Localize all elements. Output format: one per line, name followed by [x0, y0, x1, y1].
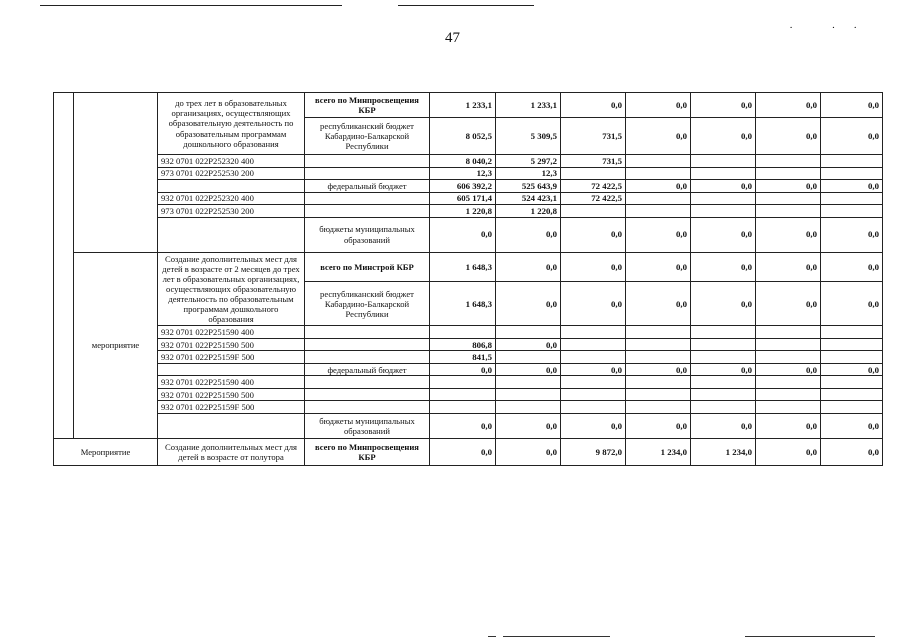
empty-source-cell: [305, 401, 430, 414]
value-cell: [561, 401, 626, 414]
value-cell: 0,0: [496, 252, 561, 282]
top-rule-right: [398, 5, 534, 6]
value-cell: [496, 401, 561, 414]
value-cell: [691, 376, 756, 389]
table-row: [54, 438, 883, 465]
federal-row: [54, 180, 883, 193]
value-cell: 0,0: [626, 413, 691, 438]
kbk-row: [54, 155, 883, 168]
funding-source: всего по Минпросвещения КБР: [305, 438, 430, 465]
value-cell: [496, 351, 561, 364]
value-cell: 0,0: [756, 252, 821, 282]
value-cell: [821, 155, 883, 168]
kbk-code: 932 0701 022P25159F 500: [158, 351, 305, 364]
kbk-row: [54, 401, 883, 414]
value-cell: 0,0: [691, 180, 756, 193]
kbk-row: [54, 376, 883, 389]
value-cell: 72 422,5: [561, 192, 626, 205]
value-cell: [561, 338, 626, 351]
value-cell: 0,0: [821, 282, 883, 326]
value-cell: [756, 192, 821, 205]
value-cell: [430, 401, 496, 414]
municipal-row: [54, 217, 883, 252]
value-cell: 0,0: [756, 118, 821, 155]
value-cell: 0,0: [561, 252, 626, 282]
value-cell: 5 297,2: [496, 155, 561, 168]
measure-kind: [74, 93, 158, 253]
funding-source: всего по Минпросвещения КБР: [305, 93, 430, 118]
value-cell: [430, 388, 496, 401]
value-cell: [821, 338, 883, 351]
value-cell: 8 040,2: [430, 155, 496, 168]
kbk-row: [54, 351, 883, 364]
measure-description: Создание дополнительных мест для детей в возрасте от полутора: [158, 438, 305, 465]
value-cell: 806,8: [430, 338, 496, 351]
value-cell: [691, 388, 756, 401]
value-cell: 0,0: [561, 363, 626, 376]
budget-table: [53, 92, 883, 466]
table-row: [54, 252, 883, 282]
value-cell: 0,0: [561, 217, 626, 252]
value-cell: 1 234,0: [691, 438, 756, 465]
value-cell: 0,0: [756, 363, 821, 376]
value-cell: 8 052,5: [430, 118, 496, 155]
funding-source: республиканский бюджет Кабардино-Балкарской Республики: [305, 118, 430, 155]
value-cell: 0,0: [430, 413, 496, 438]
kbk-row: [54, 338, 883, 351]
value-cell: [691, 326, 756, 339]
empty-source-cell: [305, 192, 430, 205]
value-cell: [756, 401, 821, 414]
value-cell: 0,0: [626, 252, 691, 282]
value-cell: [626, 167, 691, 180]
kbk-code: 932 0701 022P252320 400: [158, 155, 305, 168]
value-cell: 1 233,1: [430, 93, 496, 118]
value-cell: 0,0: [821, 252, 883, 282]
value-cell: 0,0: [626, 180, 691, 193]
value-cell: 0,0: [496, 338, 561, 351]
value-cell: 0,0: [496, 438, 561, 465]
value-cell: [756, 388, 821, 401]
value-cell: 524 423,1: [496, 192, 561, 205]
funding-source: бюджеты муниципальных образований: [305, 413, 430, 438]
value-cell: 0,0: [626, 93, 691, 118]
value-cell: [756, 205, 821, 218]
value-cell: 0,0: [756, 217, 821, 252]
measure-description: Создание дополнительных мест для детей в возрасте от 2 месяцев до трех лет в образовательных организациях, осуществляющих образовательную деятельность по образовательным программам дошкольного образования: [158, 252, 305, 326]
value-cell: 731,5: [561, 155, 626, 168]
value-cell: 0,0: [821, 413, 883, 438]
empty-source-cell: [305, 388, 430, 401]
value-cell: [821, 205, 883, 218]
kbk-code: 932 0701 022P251590 500: [158, 388, 305, 401]
value-cell: 0,0: [561, 413, 626, 438]
value-cell: [756, 167, 821, 180]
funding-source: всего по Минстрой КБР: [305, 252, 430, 282]
value-cell: 0,0: [430, 217, 496, 252]
value-cell: [626, 155, 691, 168]
value-cell: [626, 401, 691, 414]
value-cell: 0,0: [691, 93, 756, 118]
value-cell: [821, 376, 883, 389]
empty-code-cell: [158, 180, 305, 193]
kbk-code: 932 0701 022P25159F 500: [158, 401, 305, 414]
value-cell: 0,0: [756, 282, 821, 326]
value-cell: [626, 192, 691, 205]
value-cell: [756, 326, 821, 339]
empty-code-cell: [158, 363, 305, 376]
kbk-row: [54, 326, 883, 339]
value-cell: [821, 351, 883, 364]
value-cell: [691, 167, 756, 180]
value-cell: [821, 167, 883, 180]
measure-description: до трех лет в образовательных организациях, осуществляющих образовательную деятельность по образовательным программам дошкольного образования: [158, 93, 305, 155]
empty-source-cell: [305, 167, 430, 180]
kbk-row: [54, 205, 883, 218]
value-cell: 0,0: [821, 217, 883, 252]
value-cell: [691, 338, 756, 351]
value-cell: 606 392,2: [430, 180, 496, 193]
value-cell: [691, 155, 756, 168]
value-cell: [626, 388, 691, 401]
corner-marks: · ··: [789, 22, 875, 34]
value-cell: 0,0: [756, 438, 821, 465]
value-cell: 0,0: [821, 118, 883, 155]
kbk-row: [54, 167, 883, 180]
value-cell: 1 648,3: [430, 252, 496, 282]
value-cell: 525 643,9: [496, 180, 561, 193]
value-cell: 72 422,5: [561, 180, 626, 193]
value-cell: [626, 376, 691, 389]
kbk-code: 932 0701 022P251590 400: [158, 326, 305, 339]
measure-kind: мероприятие: [74, 252, 158, 438]
value-cell: [496, 376, 561, 389]
value-cell: 0,0: [821, 93, 883, 118]
value-cell: 0,0: [626, 282, 691, 326]
value-cell: 1 648,3: [430, 282, 496, 326]
value-cell: 0,0: [691, 252, 756, 282]
kbk-row: [54, 388, 883, 401]
bottom-rule-3: [745, 636, 875, 637]
value-cell: 0,0: [756, 180, 821, 193]
value-cell: 12,3: [496, 167, 561, 180]
value-cell: [561, 167, 626, 180]
value-cell: [561, 205, 626, 218]
value-cell: [756, 338, 821, 351]
empty-source-cell: [305, 326, 430, 339]
value-cell: 0,0: [496, 413, 561, 438]
empty-source-cell: [305, 376, 430, 389]
value-cell: 0,0: [821, 180, 883, 193]
value-cell: [821, 192, 883, 205]
value-cell: [626, 205, 691, 218]
value-cell: 0,0: [691, 217, 756, 252]
value-cell: 1 234,0: [626, 438, 691, 465]
kbk-code: 973 0701 022P252530 200: [158, 205, 305, 218]
kbk-code: 932 0701 022P251590 400: [158, 376, 305, 389]
value-cell: [626, 326, 691, 339]
table-row: [54, 93, 883, 118]
value-cell: [756, 351, 821, 364]
value-cell: [756, 376, 821, 389]
value-cell: 841,5: [430, 351, 496, 364]
value-cell: 12,3: [430, 167, 496, 180]
value-cell: 0,0: [756, 413, 821, 438]
value-cell: [691, 192, 756, 205]
value-cell: [756, 155, 821, 168]
funding-source: бюджеты муниципальных образований: [305, 217, 430, 252]
value-cell: 1 220,8: [430, 205, 496, 218]
value-cell: 605 171,4: [430, 192, 496, 205]
value-cell: 0,0: [691, 118, 756, 155]
bottom-rule-2: [503, 636, 610, 637]
empty-source-cell: [305, 338, 430, 351]
funding-source: федеральный бюджет: [305, 363, 430, 376]
value-cell: 0,0: [430, 438, 496, 465]
page-number: 47: [445, 30, 460, 46]
value-cell: [496, 388, 561, 401]
value-cell: 0,0: [626, 363, 691, 376]
value-cell: 0,0: [496, 363, 561, 376]
empty-source-cell: [305, 205, 430, 218]
kbk-code: 973 0701 022P252530 200: [158, 167, 305, 180]
bottom-rule-1: [488, 636, 496, 637]
value-cell: [691, 351, 756, 364]
value-cell: [430, 326, 496, 339]
value-cell: [496, 326, 561, 339]
kbk-row: [54, 192, 883, 205]
value-cell: 0,0: [821, 438, 883, 465]
value-cell: 1 233,1: [496, 93, 561, 118]
value-cell: [691, 401, 756, 414]
funding-source: федеральный бюджет: [305, 180, 430, 193]
value-cell: 5 309,5: [496, 118, 561, 155]
value-cell: [821, 401, 883, 414]
value-cell: 731,5: [561, 118, 626, 155]
value-cell: 1 220,8: [496, 205, 561, 218]
value-cell: 0,0: [561, 93, 626, 118]
value-cell: 0,0: [691, 413, 756, 438]
value-cell: [626, 338, 691, 351]
value-cell: 0,0: [821, 363, 883, 376]
kbk-code: 932 0701 022P251590 500: [158, 338, 305, 351]
value-cell: [691, 205, 756, 218]
value-cell: [821, 326, 883, 339]
value-cell: [430, 376, 496, 389]
value-cell: 0,0: [626, 217, 691, 252]
value-cell: [561, 351, 626, 364]
spacer-cell: [54, 93, 74, 439]
kbk-code: 932 0701 022P252320 400: [158, 192, 305, 205]
municipal-row: [54, 413, 883, 438]
measure-kind: Мероприятие: [54, 438, 158, 465]
value-cell: 0,0: [756, 93, 821, 118]
value-cell: 0,0: [496, 282, 561, 326]
funding-source: республиканский бюджет Кабардино-Балкарской Республики: [305, 282, 430, 326]
empty-source-cell: [305, 155, 430, 168]
top-rule-left: [40, 5, 342, 6]
empty-source-cell: [305, 351, 430, 364]
value-cell: [821, 388, 883, 401]
value-cell: [561, 376, 626, 389]
federal-row: [54, 363, 883, 376]
value-cell: [626, 351, 691, 364]
empty-code-cell: [158, 413, 305, 438]
value-cell: 0,0: [691, 363, 756, 376]
table-body: [54, 93, 883, 466]
value-cell: [561, 326, 626, 339]
empty-code-cell: [158, 217, 305, 252]
value-cell: 0,0: [496, 217, 561, 252]
value-cell: [561, 388, 626, 401]
value-cell: 0,0: [561, 282, 626, 326]
value-cell: 9 872,0: [561, 438, 626, 465]
value-cell: 0,0: [626, 118, 691, 155]
value-cell: 0,0: [691, 282, 756, 326]
value-cell: 0,0: [430, 363, 496, 376]
